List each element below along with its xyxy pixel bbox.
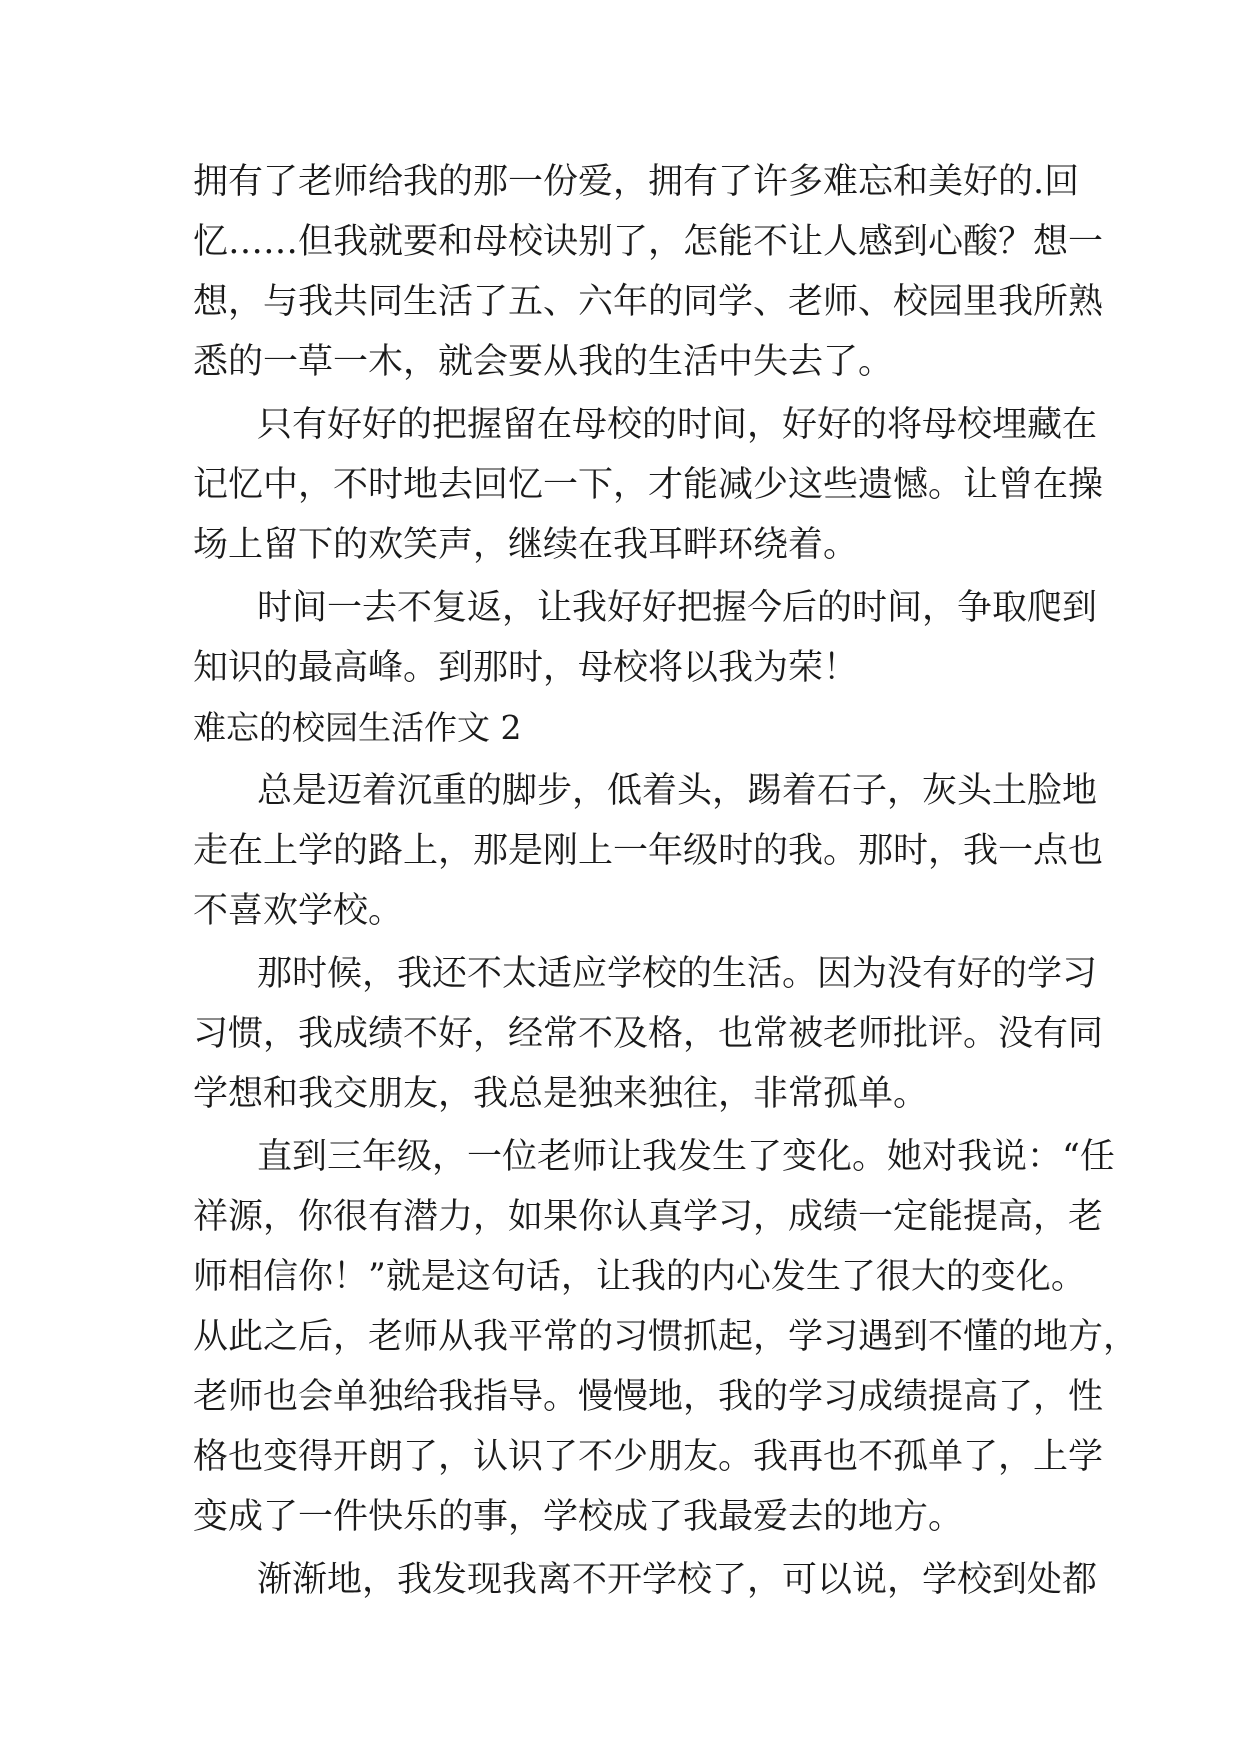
text-line: 知识的最高峰。到那时，母校将以我为荣！ bbox=[193, 648, 859, 688]
text-line: 祥源，你很有潜力，如果你认真学习，成绩一定能提高，老 bbox=[193, 1197, 1104, 1237]
text-line: 记忆中，不时地去回忆一下，才能减少这些遗憾。让曾在操 bbox=[193, 465, 1104, 505]
text-line: 学想和我交朋友，我总是独来独往，非常孤单。 bbox=[193, 1074, 929, 1114]
text-line: 拥有了老师给我的那一份爱，拥有了许多难忘和美好的.回 bbox=[193, 162, 1080, 202]
text-line: 总是迈着沉重的脚步，低着头，踢着石子，灰头土脸地 bbox=[257, 771, 1098, 811]
text-line: 时间一去不复返，让我好好把握今后的时间，争取爬到 bbox=[257, 588, 1098, 628]
text-line: 格也变得开朗了，认识了不少朋友。我再也不孤单了，上学 bbox=[193, 1437, 1104, 1477]
text-line: 师相信你！”就是这句话，让我的内心发生了很大的变化。 bbox=[193, 1257, 1086, 1297]
text-line: 直到三年级，一位老师让我发生了变化。她对我说：“任 bbox=[257, 1137, 1115, 1177]
text-line: 从此之后，老师从我平常的习惯抓起，学习遇到不懂的地方， bbox=[193, 1317, 1139, 1357]
text-line: 场上留下的欢笑声，继续在我耳畔环绕着。 bbox=[193, 525, 859, 565]
section-heading: 难忘的校园生活作文 2 bbox=[193, 708, 522, 747]
text-line: 那时候，我还不太适应学校的生活。因为没有好的学习 bbox=[257, 954, 1098, 994]
text-line: 想，与我共同生活了五、六年的同学、老师、校园里我所熟 bbox=[193, 282, 1104, 322]
text-line: 渐渐地，我发现我离不开学校了，可以说，学校到处都 bbox=[257, 1560, 1098, 1600]
text-line: 只有好好的把握留在母校的时间，好好的将母校埋藏在 bbox=[257, 405, 1098, 445]
text-line: 变成了一件快乐的事，学校成了我最爱去的地方。 bbox=[193, 1497, 964, 1537]
text-line: 老师也会单独给我指导。慢慢地，我的学习成绩提高了，性 bbox=[193, 1377, 1104, 1417]
text-line: 习惯，我成绩不好，经常不及格，也常被老师批评。没有同 bbox=[193, 1014, 1104, 1054]
text-line: 忆……但我就要和母校诀别了，怎能不让人感到心酸？想一 bbox=[193, 222, 1104, 262]
text-line: 悉的一草一木，就会要从我的生活中失去了。 bbox=[193, 342, 894, 382]
text-line: 不喜欢学校。 bbox=[193, 891, 404, 931]
text-line: 走在上学的路上，那是刚上一年级时的我。那时，我一点也 bbox=[193, 831, 1104, 871]
